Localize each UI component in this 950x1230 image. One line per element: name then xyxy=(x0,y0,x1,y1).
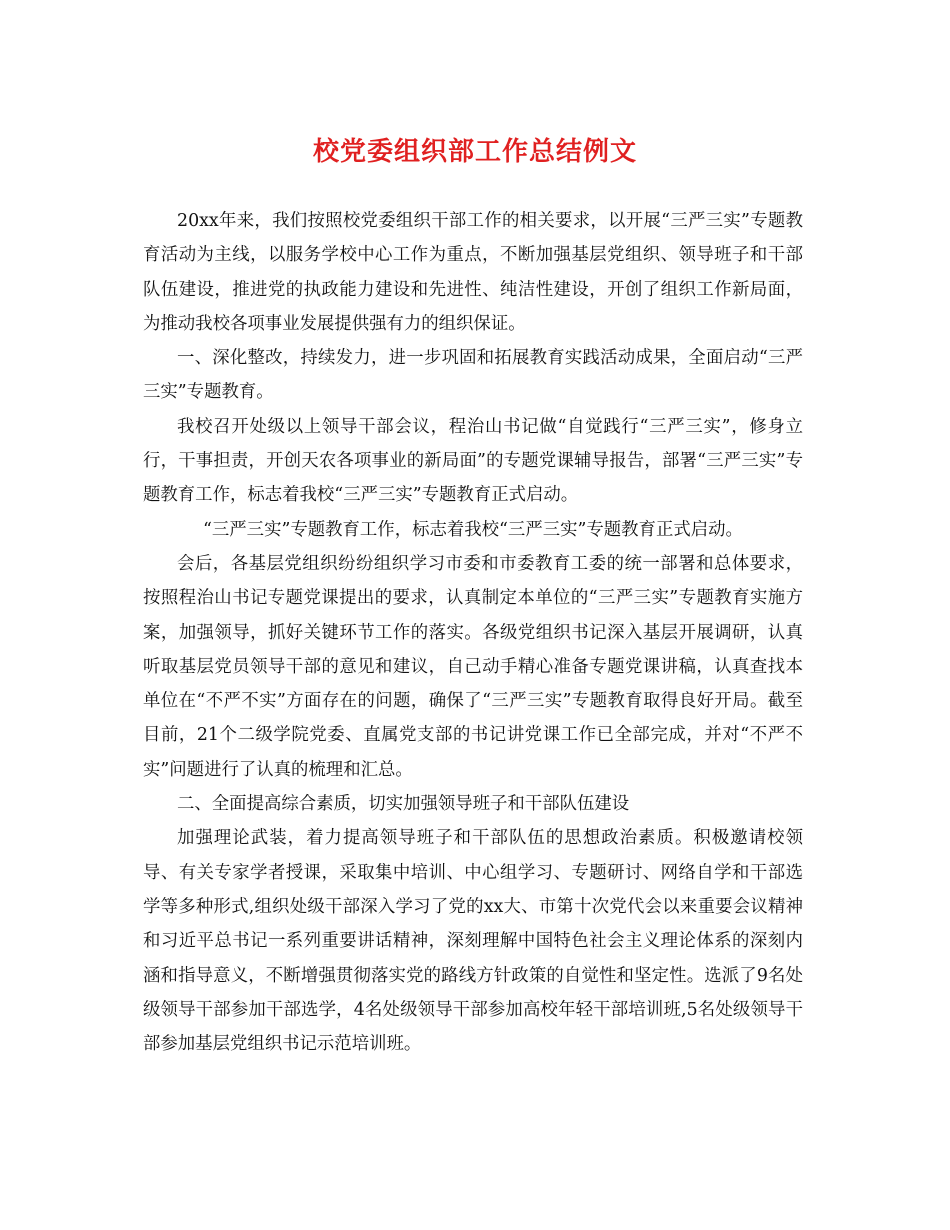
paragraph-meeting: 我校召开处级以上领导干部会议，程治山书记做“自觉践行“三严三实”，修身立行，干事担责，开创天农各项事业的新局面”的专题党课辅导报告，部署“三严三实”专题教育工作，标志着我校“三严三实”专题教育正式启动。 xyxy=(143,416,803,506)
paragraph-section-one-heading: 一、深化整改，持续发力，进一步巩固和拓展教育实践活动成果，全面启动“三严三实”专题教育。 xyxy=(143,348,803,403)
paragraph-section-two-heading: 二、全面提高综合素质，切实加强领导班子和干部队伍建设 xyxy=(177,794,630,815)
paragraph-intro: 20xx年来，我们按照校党委组织干部工作的相关要求，以开展“三严三实”专题教育活动为主线，以服务学校中心工作为重点，不断加强基层党组织、领导班子和干部队伍建设，推进党的执政能力建设和先进性、纯洁性建设，开创了组织工作新局面，为推动我校各项事业发展提供强有力的组织保证。 xyxy=(143,211,803,334)
paragraph-repeated-line: “三严三实”专题教育工作，标志着我校“三严三实”专题教育正式启动。 xyxy=(203,519,743,540)
document-body xyxy=(143,204,803,1061)
document-title: 校党委组织部工作总结例文 xyxy=(312,137,637,167)
paragraph-theory-study: 加强理论武装，着力提高领导班子和干部队伍的思想政治素质。积极邀请校领导、有关专家学者授课，采取集中培训、中心组学习、专题研讨、网络自学和干部选学等多种形式,组织处级干部深入学习了党的xx大、市第十次党代会以来重要会议精神和习近平总书记一系列重要讲话精神，深刻理解中国特色社会主义理论体系的深刻内涵和指导意义，不断增强贯彻落实党的路线方针政策的自觉性和坚定性。选派了9名处级领导干部参加干部选学，4名处级领导干部参加高校年轻干部培训班,5名处级领导干部参加基层党组织书记示范培训班。 xyxy=(143,828,803,1055)
paragraph-after-meeting: 会后，各基层党组织纷纷组织学习市委和市委教育工委的统一部署和总体要求，按照程治山书记专题党课提出的要求，认真制定本单位的“三严三实”专题教育实施方案，加强领导，抓好关键环节工作的落实。各级党组织书记深入基层开展调研，认真听取基层党员领导干部的意见和建议，自己动手精心准备专题党课讲稿，认真查找本单位在“不严不实”方面存在的问题，确保了“三严三实”专题教育取得良好开局。截至目前，21个二级学院党委、直属党支部的书记讲党课工作已全部完成，并对“不严不实”问题进行了认真的梳理和汇总。 xyxy=(143,553,803,780)
